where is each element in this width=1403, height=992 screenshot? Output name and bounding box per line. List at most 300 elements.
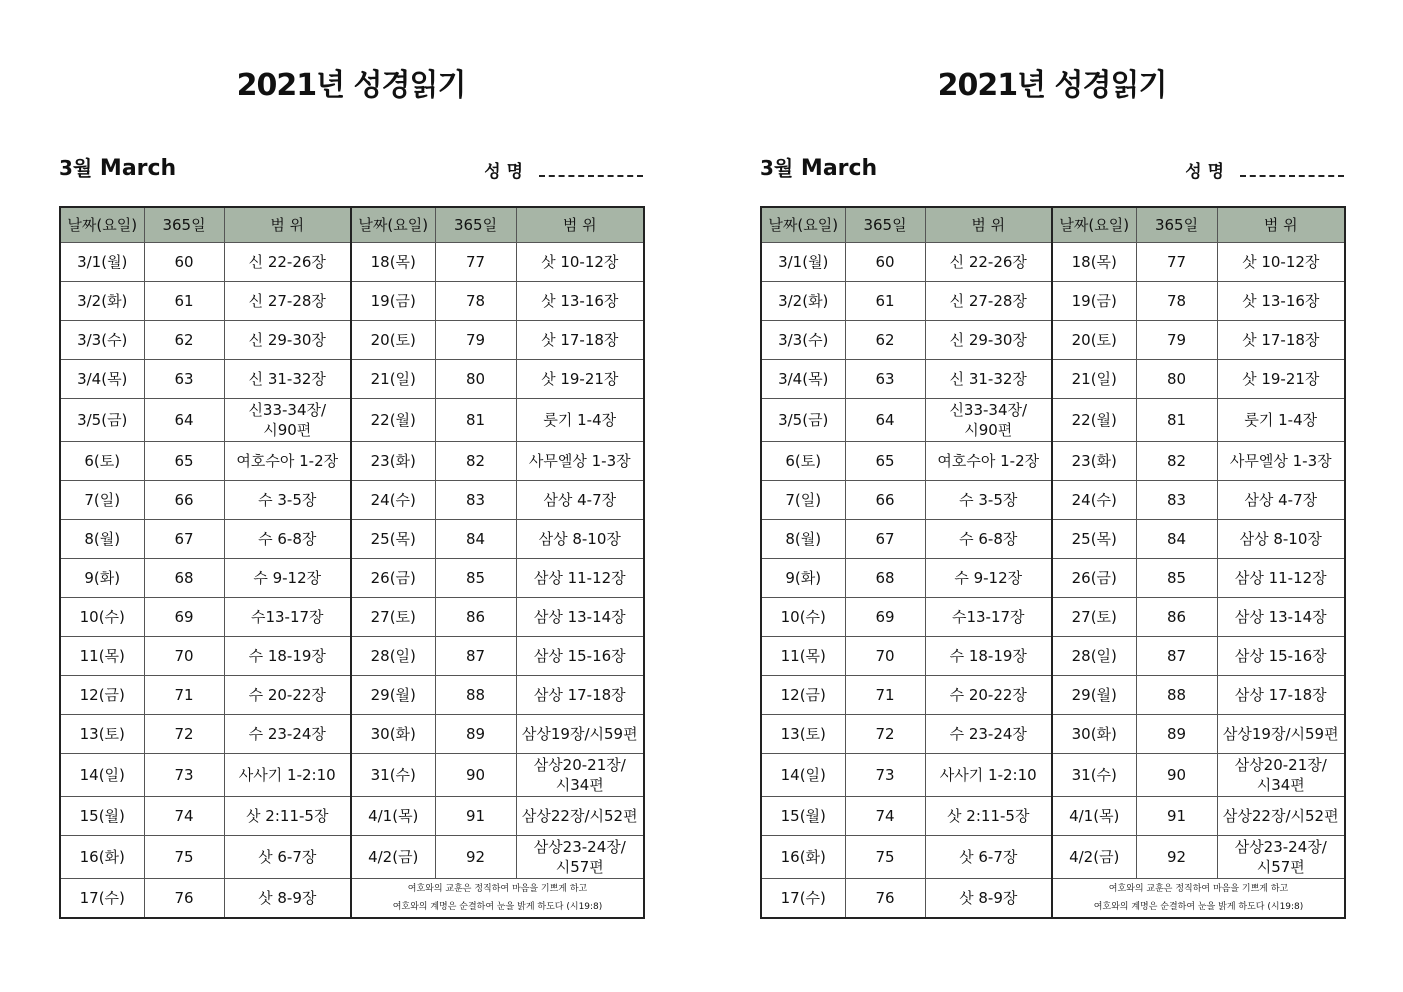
day-number-cell: 75 xyxy=(144,836,224,879)
range-cell xyxy=(1217,715,1345,754)
date-cell: 30(화) xyxy=(351,715,435,754)
table-row xyxy=(60,481,644,520)
range-cell-line: 수 23-24장 xyxy=(949,725,1027,743)
date-cell: 8(월) xyxy=(761,520,845,559)
table-row xyxy=(60,797,644,836)
range-cell-line: 삼상22장/시52편 xyxy=(1222,807,1339,825)
day-number-cell: 83 xyxy=(1136,481,1217,520)
name-label: 성 명 xyxy=(484,162,523,182)
day-number-cell: 74 xyxy=(845,797,925,836)
table-row xyxy=(60,836,644,879)
range-cell xyxy=(1217,637,1345,676)
table-row xyxy=(60,559,644,598)
date-cell: 23(화) xyxy=(1052,442,1136,481)
day-number-cell: 84 xyxy=(1136,520,1217,559)
day-number-cell: 63 xyxy=(845,360,925,399)
day-number-cell: 76 xyxy=(144,879,224,919)
range-cell xyxy=(925,559,1052,598)
month-label xyxy=(760,152,877,181)
date-cell: 8(월) xyxy=(60,520,144,559)
range-cell-line: 삿 10-12장 xyxy=(541,253,619,271)
column-header: 범 위 xyxy=(1217,207,1345,243)
range-cell-line: 여호수아 1-2장 xyxy=(236,452,339,470)
range-cell xyxy=(516,637,644,676)
range-cell: 삿 8-9장 xyxy=(224,879,351,919)
range-cell xyxy=(925,360,1052,399)
date-cell: 28(일) xyxy=(351,637,435,676)
date-cell: 21(일) xyxy=(351,360,435,399)
date-cell: 25(목) xyxy=(351,520,435,559)
day-number-cell: 83 xyxy=(435,481,516,520)
day-number-cell: 72 xyxy=(845,715,925,754)
date-cell: 14(일) xyxy=(761,754,845,797)
table-row xyxy=(60,399,644,442)
date-cell: 3/4(목) xyxy=(761,360,845,399)
range-cell xyxy=(516,754,644,797)
range-cell xyxy=(925,282,1052,321)
range-cell-line: 신 29-30장 xyxy=(248,331,326,349)
range-cell-line: 삼상 11-12장 xyxy=(1234,569,1327,587)
range-cell xyxy=(516,520,644,559)
verse-quote xyxy=(1052,879,1345,919)
range-cell xyxy=(925,836,1052,879)
range-cell-line: 수 18-19장 xyxy=(248,647,326,665)
day-number-cell: 74 xyxy=(144,797,224,836)
range-cell-line: 신 29-30장 xyxy=(949,331,1027,349)
date-cell: 19(금) xyxy=(351,282,435,321)
range-cell xyxy=(1217,243,1345,282)
table-row xyxy=(761,481,1345,520)
range-cell-line: 사사기 1-2:10 xyxy=(939,766,1037,784)
range-cell xyxy=(516,481,644,520)
name-field xyxy=(484,157,643,182)
date-cell: 12(금) xyxy=(761,676,845,715)
range-cell xyxy=(1217,797,1345,836)
column-header: 날짜(요일) xyxy=(1052,207,1136,243)
range-cell-line: 시90편 xyxy=(263,421,312,439)
month-name: March xyxy=(99,156,177,181)
range-cell-line: 삼상 8-10장 xyxy=(538,530,621,548)
date-cell: 11(목) xyxy=(761,637,845,676)
date-cell: 9(화) xyxy=(761,559,845,598)
range-cell-line: 사무엘상 1-3장 xyxy=(1229,452,1332,470)
range-cell-line: 신 31-32장 xyxy=(949,370,1027,388)
name-blank-line xyxy=(539,161,643,177)
column-header: 365일 xyxy=(435,207,516,243)
range-cell xyxy=(516,282,644,321)
range-cell xyxy=(1217,282,1345,321)
day-number-cell: 85 xyxy=(435,559,516,598)
range-cell-line: 수 3-5장 xyxy=(959,491,1018,509)
day-number-cell: 62 xyxy=(144,321,224,360)
name-blank-line xyxy=(1240,161,1344,177)
range-cell xyxy=(224,243,351,282)
range-cell-line: 삿 13-16장 xyxy=(1242,292,1320,310)
range-cell xyxy=(224,520,351,559)
table-row xyxy=(761,715,1345,754)
range-cell-line: 삼상 13-14장 xyxy=(1234,608,1327,626)
range-cell-line: 수 18-19장 xyxy=(949,647,1027,665)
date-cell: 27(토) xyxy=(351,598,435,637)
day-number-cell: 61 xyxy=(144,282,224,321)
table-row xyxy=(60,637,644,676)
range-cell xyxy=(925,243,1052,282)
table-body xyxy=(761,243,1345,919)
date-cell: 22(월) xyxy=(351,399,435,442)
date-cell: 31(수) xyxy=(1052,754,1136,797)
range-cell xyxy=(925,754,1052,797)
page-title: 2021년 성경읽기 xyxy=(937,68,1167,103)
range-cell-line: 수 23-24장 xyxy=(248,725,326,743)
day-number-cell: 89 xyxy=(435,715,516,754)
day-number-cell: 78 xyxy=(1136,282,1217,321)
column-header: 날짜(요일) xyxy=(351,207,435,243)
day-number-cell: 80 xyxy=(435,360,516,399)
range-cell xyxy=(224,676,351,715)
range-cell-line: 삿 13-16장 xyxy=(541,292,619,310)
reading-sheet-left xyxy=(59,0,643,992)
table-row xyxy=(761,442,1345,481)
table-row xyxy=(60,676,644,715)
range-cell-line: 삼상 17-18장 xyxy=(533,686,626,704)
range-cell-line: 신33-34장/ xyxy=(248,401,327,419)
day-number-cell: 80 xyxy=(1136,360,1217,399)
range-cell-line: 시57편 xyxy=(555,858,604,876)
date-cell: 21(일) xyxy=(1052,360,1136,399)
range-cell xyxy=(224,598,351,637)
range-cell-line: 신 31-32장 xyxy=(248,370,326,388)
table-row xyxy=(60,754,644,797)
day-number-cell: 91 xyxy=(1136,797,1217,836)
range-cell xyxy=(1217,399,1345,442)
day-number-cell: 75 xyxy=(845,836,925,879)
range-cell-line: 룻기 1-4장 xyxy=(1244,411,1318,429)
range-cell xyxy=(516,715,644,754)
range-cell-line: 삼상23-24장/ xyxy=(533,838,626,856)
day-number-cell: 86 xyxy=(1136,598,1217,637)
page-title: 2021년 성경읽기 xyxy=(236,68,466,103)
day-number-cell: 81 xyxy=(1136,399,1217,442)
day-number-cell: 71 xyxy=(144,676,224,715)
date-cell: 3/2(화) xyxy=(60,282,144,321)
range-cell xyxy=(1217,559,1345,598)
date-cell: 13(토) xyxy=(761,715,845,754)
table-row xyxy=(60,598,644,637)
date-cell: 4/2(금) xyxy=(1052,836,1136,879)
range-cell xyxy=(516,243,644,282)
column-header: 범 위 xyxy=(516,207,644,243)
verse-quote-line: 여호와의 계명은 순결하여 눈을 밝게 하도다 (시19:8) xyxy=(392,902,603,912)
date-cell: 19(금) xyxy=(1052,282,1136,321)
date-cell: 24(수) xyxy=(351,481,435,520)
range-cell-line: 삼상 15-16장 xyxy=(1234,647,1327,665)
date-cell: 11(목) xyxy=(60,637,144,676)
day-number-cell: 87 xyxy=(435,637,516,676)
verse-quote-line: 여호와의 교훈은 정직하여 마음을 기쁘게 하고 xyxy=(1108,884,1289,894)
column-header: 365일 xyxy=(1136,207,1217,243)
date-cell: 17(수) xyxy=(60,879,144,919)
range-cell-line: 시57편 xyxy=(1256,858,1305,876)
date-cell: 4/1(목) xyxy=(1052,797,1136,836)
day-number-cell: 90 xyxy=(435,754,516,797)
date-cell: 12(금) xyxy=(60,676,144,715)
range-cell-line: 삼상20-21장/ xyxy=(1234,756,1327,774)
day-number-cell: 73 xyxy=(144,754,224,797)
range-cell-line: 삿 19-21장 xyxy=(541,370,619,388)
day-number-cell: 76 xyxy=(845,879,925,919)
range-cell-line: 삼상 15-16장 xyxy=(533,647,626,665)
table-row xyxy=(761,637,1345,676)
day-number-cell: 62 xyxy=(845,321,925,360)
range-cell xyxy=(925,637,1052,676)
date-cell: 16(화) xyxy=(761,836,845,879)
day-number-cell: 91 xyxy=(435,797,516,836)
range-cell xyxy=(925,399,1052,442)
range-cell xyxy=(1217,598,1345,637)
date-cell: 14(일) xyxy=(60,754,144,797)
table-body xyxy=(60,243,644,919)
date-cell: 15(월) xyxy=(60,797,144,836)
range-cell xyxy=(1217,836,1345,879)
reading-sheet-right xyxy=(760,0,1344,992)
range-cell-line: 삿 10-12장 xyxy=(1242,253,1320,271)
range-cell-line: 수 6-8장 xyxy=(959,530,1018,548)
column-header: 365일 xyxy=(144,207,224,243)
table-row xyxy=(60,879,644,919)
day-number-cell: 90 xyxy=(1136,754,1217,797)
table-row xyxy=(60,243,644,282)
month-number: 3월 xyxy=(59,156,93,180)
verse-quote-line: 여호와의 계명은 순결하여 눈을 밝게 하도다 (시19:8) xyxy=(1093,902,1304,912)
header-row xyxy=(60,207,644,243)
range-cell xyxy=(516,360,644,399)
range-cell xyxy=(1217,754,1345,797)
day-number-cell: 88 xyxy=(435,676,516,715)
day-number-cell: 85 xyxy=(1136,559,1217,598)
day-number-cell: 66 xyxy=(144,481,224,520)
month-name: March xyxy=(800,156,878,181)
range-cell-line: 삿 6-7장 xyxy=(258,848,317,866)
range-cell-line: 수 6-8장 xyxy=(258,530,317,548)
range-cell-line: 삼상 13-14장 xyxy=(533,608,626,626)
range-cell xyxy=(224,442,351,481)
range-cell xyxy=(925,676,1052,715)
date-cell: 4/1(목) xyxy=(351,797,435,836)
reading-table xyxy=(59,206,645,919)
month-label xyxy=(59,152,176,181)
range-cell-line: 신 22-26장 xyxy=(248,253,326,271)
range-cell xyxy=(925,481,1052,520)
day-number-cell: 79 xyxy=(1136,321,1217,360)
table-row xyxy=(60,520,644,559)
date-cell: 3/1(월) xyxy=(60,243,144,282)
day-number-cell: 73 xyxy=(845,754,925,797)
date-cell: 6(토) xyxy=(761,442,845,481)
date-cell: 3/5(금) xyxy=(761,399,845,442)
range-cell xyxy=(1217,676,1345,715)
range-cell-line: 수 9-12장 xyxy=(253,569,322,587)
verse-quote xyxy=(351,879,644,919)
date-cell: 7(일) xyxy=(60,481,144,520)
range-cell-line: 여호수아 1-2장 xyxy=(937,452,1040,470)
date-cell: 28(일) xyxy=(1052,637,1136,676)
day-number-cell: 65 xyxy=(845,442,925,481)
range-cell xyxy=(516,676,644,715)
date-cell: 16(화) xyxy=(60,836,144,879)
range-cell-line: 사사기 1-2:10 xyxy=(238,766,336,784)
date-cell: 23(화) xyxy=(351,442,435,481)
range-cell-line: 삿 19-21장 xyxy=(1242,370,1320,388)
column-header: 범 위 xyxy=(224,207,351,243)
table-row xyxy=(761,399,1345,442)
range-cell xyxy=(516,321,644,360)
date-cell: 3/3(수) xyxy=(60,321,144,360)
table-row xyxy=(60,360,644,399)
range-cell-line: 시90편 xyxy=(964,421,1013,439)
date-cell: 18(목) xyxy=(1052,243,1136,282)
date-cell: 18(목) xyxy=(351,243,435,282)
range-cell-line: 시34편 xyxy=(1256,776,1305,794)
table-row xyxy=(761,321,1345,360)
range-cell-line: 삼상19장/시59편 xyxy=(521,725,638,743)
range-cell-line: 삼상 8-10장 xyxy=(1239,530,1322,548)
day-number-cell: 64 xyxy=(144,399,224,442)
date-cell: 29(월) xyxy=(1052,676,1136,715)
day-number-cell: 88 xyxy=(1136,676,1217,715)
range-cell xyxy=(224,321,351,360)
table-row xyxy=(761,754,1345,797)
range-cell xyxy=(516,399,644,442)
range-cell-line: 삼상 4-7장 xyxy=(543,491,617,509)
date-cell: 26(금) xyxy=(351,559,435,598)
day-number-cell: 71 xyxy=(845,676,925,715)
date-cell: 24(수) xyxy=(1052,481,1136,520)
day-number-cell: 89 xyxy=(1136,715,1217,754)
day-number-cell: 68 xyxy=(845,559,925,598)
date-cell: 6(토) xyxy=(60,442,144,481)
range-cell-line: 룻기 1-4장 xyxy=(543,411,617,429)
range-cell xyxy=(925,321,1052,360)
date-cell: 3/5(금) xyxy=(60,399,144,442)
day-number-cell: 67 xyxy=(845,520,925,559)
table-row xyxy=(761,879,1345,919)
column-header: 365일 xyxy=(845,207,925,243)
day-number-cell: 79 xyxy=(435,321,516,360)
table-row xyxy=(60,321,644,360)
range-cell-line: 수 20-22장 xyxy=(248,686,326,704)
range-cell-line: 사무엘상 1-3장 xyxy=(528,452,631,470)
day-number-cell: 61 xyxy=(845,282,925,321)
table-row xyxy=(761,243,1345,282)
table-row xyxy=(60,715,644,754)
range-cell xyxy=(925,715,1052,754)
day-number-cell: 60 xyxy=(845,243,925,282)
range-cell-line: 수 3-5장 xyxy=(258,491,317,509)
date-cell: 17(수) xyxy=(761,879,845,919)
range-cell xyxy=(224,637,351,676)
range-cell-line: 삼상19장/시59편 xyxy=(1222,725,1339,743)
range-cell xyxy=(1217,321,1345,360)
range-cell-line: 삿 2:11-5장 xyxy=(947,807,1030,825)
name-label: 성 명 xyxy=(1185,162,1224,182)
day-number-cell: 60 xyxy=(144,243,224,282)
date-cell: 20(토) xyxy=(351,321,435,360)
day-number-cell: 77 xyxy=(435,243,516,282)
range-cell-line: 신 22-26장 xyxy=(949,253,1027,271)
column-header: 날짜(요일) xyxy=(60,207,144,243)
month-number: 3월 xyxy=(760,156,794,180)
range-cell xyxy=(516,442,644,481)
day-number-cell: 82 xyxy=(435,442,516,481)
date-cell: 3/1(월) xyxy=(761,243,845,282)
range-cell-line: 수 20-22장 xyxy=(949,686,1027,704)
table-row xyxy=(60,282,644,321)
day-number-cell: 64 xyxy=(845,399,925,442)
range-cell xyxy=(516,559,644,598)
day-number-cell: 77 xyxy=(1136,243,1217,282)
date-cell: 31(수) xyxy=(351,754,435,797)
range-cell-line: 삿 17-18장 xyxy=(541,331,619,349)
range-cell xyxy=(1217,442,1345,481)
range-cell-line: 삿 6-7장 xyxy=(959,848,1018,866)
range-cell xyxy=(925,598,1052,637)
range-cell-line: 삼상22장/시52편 xyxy=(521,807,638,825)
range-cell xyxy=(224,399,351,442)
day-number-cell: 66 xyxy=(845,481,925,520)
day-number-cell: 92 xyxy=(1136,836,1217,879)
date-cell: 29(월) xyxy=(351,676,435,715)
table-row xyxy=(60,442,644,481)
range-cell xyxy=(224,836,351,879)
range-cell: 삿 8-9장 xyxy=(925,879,1052,919)
range-cell-line: 신33-34장/ xyxy=(949,401,1028,419)
range-cell xyxy=(925,797,1052,836)
range-cell xyxy=(224,715,351,754)
range-cell-line: 삼상 4-7장 xyxy=(1244,491,1318,509)
range-cell xyxy=(1217,360,1345,399)
range-cell xyxy=(224,754,351,797)
range-cell-line: 신 27-28장 xyxy=(949,292,1027,310)
day-number-cell: 65 xyxy=(144,442,224,481)
table-row xyxy=(761,360,1345,399)
date-cell: 3/2(화) xyxy=(761,282,845,321)
day-number-cell: 82 xyxy=(1136,442,1217,481)
date-cell: 27(토) xyxy=(1052,598,1136,637)
range-cell-line: 수 9-12장 xyxy=(954,569,1023,587)
range-cell xyxy=(224,481,351,520)
date-cell: 20(토) xyxy=(1052,321,1136,360)
date-cell: 7(일) xyxy=(761,481,845,520)
day-number-cell: 68 xyxy=(144,559,224,598)
date-cell: 22(월) xyxy=(1052,399,1136,442)
day-number-cell: 67 xyxy=(144,520,224,559)
date-cell: 10(수) xyxy=(761,598,845,637)
reading-table xyxy=(760,206,1346,919)
day-number-cell: 92 xyxy=(435,836,516,879)
range-cell xyxy=(925,520,1052,559)
header-row xyxy=(761,207,1345,243)
day-number-cell: 86 xyxy=(435,598,516,637)
verse-quote-line: 여호와의 교훈은 정직하여 마음을 기쁘게 하고 xyxy=(407,884,588,894)
day-number-cell: 70 xyxy=(845,637,925,676)
range-cell-line: 삼상 11-12장 xyxy=(533,569,626,587)
day-number-cell: 81 xyxy=(435,399,516,442)
range-cell xyxy=(224,360,351,399)
table-row xyxy=(761,836,1345,879)
table-row xyxy=(761,598,1345,637)
range-cell-line: 삿 2:11-5장 xyxy=(246,807,329,825)
range-cell xyxy=(925,442,1052,481)
